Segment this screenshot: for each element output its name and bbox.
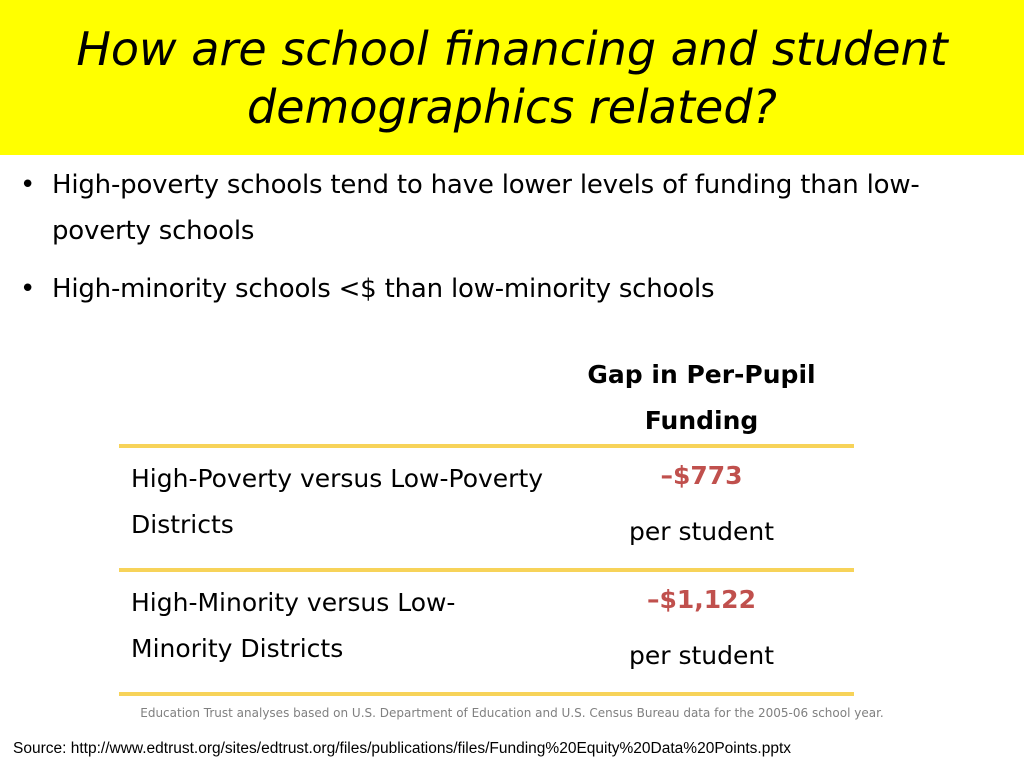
row-label: High-Poverty versus Low-Poverty Districts (119, 446, 549, 570)
table-header-row (119, 352, 854, 446)
gap-unit: per student (628, 641, 775, 670)
bullet-text: High-poverty schools tend to have lower levels of funding than low-poverty schools (52, 170, 920, 246)
footnote: Education Trust analyses based on U.S. Department of Education and U.S. Census Bureau data for the 2005-06 school year. (140, 706, 884, 720)
slide-title: How are school financing and student demographics related? (76, 21, 948, 134)
bullet-item (18, 266, 1008, 312)
table-header-empty-cell (119, 352, 549, 446)
table-row (119, 446, 854, 570)
table-row (119, 570, 854, 694)
bullet-icon: • (20, 274, 36, 304)
row-label: High-Minority versus Low-Minority Districts (119, 570, 549, 694)
bullet-item (18, 162, 1008, 254)
title-banner (0, 0, 1024, 155)
row-value (549, 570, 854, 694)
funding-gap-table (119, 352, 854, 696)
source-citation: Source: http://www.edtrust.org/sites/edtrust.org/files/publications/files/Funding%20Equity%20Data%20Points.pptx (13, 740, 791, 757)
gap-amount: –$773 (660, 461, 743, 490)
bullet-text: High-minority schools <$ than low-minority schools (52, 274, 715, 304)
gap-amount: –$1,122 (647, 585, 756, 614)
row-value (549, 446, 854, 570)
gap-unit: per student (628, 517, 775, 546)
table-header-gap: Gap in Per-Pupil Funding (549, 352, 854, 446)
bullet-list (18, 162, 1008, 324)
bullet-icon: • (20, 170, 36, 200)
